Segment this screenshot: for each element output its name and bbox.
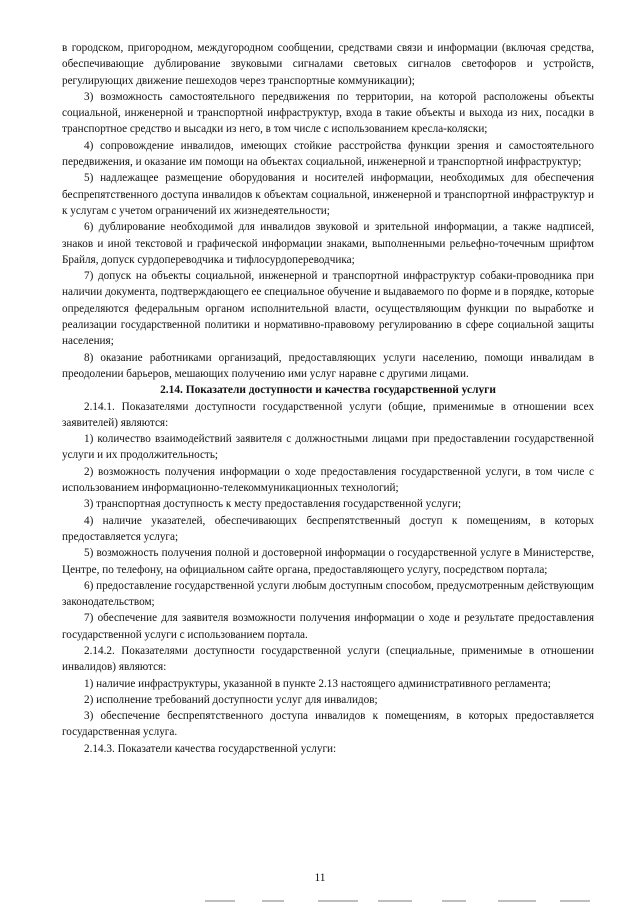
paragraph-special-3: 3) обеспечение беспрепятственного доступа инвалидов к помещениям, в которых предоставляется государственная услуга. bbox=[62, 710, 594, 739]
paragraph-item-8: 8) оказание работниками организаций, предоставляющих услуги населению, помощи инвалидам в преодолении барьеров, мешающих получению ими услуг наравне с другими лицами. bbox=[62, 351, 594, 380]
paragraph-item-3: 3) возможность самостоятельного передвижения по территории, на которой расположены объекты социальной, инженерной и транспортной инфраструктур, входа в такие объекты и выхода из них, посадки в транспортное средство и высадки из него, в том числе с использованием кресла-коляски; bbox=[62, 90, 594, 136]
paragraph-general-5: 5) возможность получения полной и достоверной информации о государственной услуге в Министерстве, Центре, по телефону, на официальном сайте органа, предоставляющего услугу, посредством портала; bbox=[62, 547, 594, 576]
paragraph-item-6: 6) дублирование необходимой для инвалидов звуковой и зрительной информации, а также надписей, знаков и иной текстовой и графической информации знаками, выполненными рельефно-точечным шрифтом Брайля, допуск сурдопереводчика и тифлосурдопереводчика; bbox=[62, 221, 594, 266]
paragraph-continuation: в городском, пригородном, междугородном сообщении, средствами связи и информации (включая средства, обеспечивающие дублирование звуковыми сигналами световых сигналов светофоров и устройств, регулирующих движение пешеходов через транспортные коммуникации); bbox=[62, 42, 594, 87]
paragraph-2-14-3: 2.14.3. Показатели качества государственной услуги: bbox=[84, 742, 337, 755]
paragraph-special-1: 1) наличие инфраструктуры, указанной в пункте 2.13 настоящего административного регламента; bbox=[84, 677, 551, 690]
scan-artifact bbox=[0, 898, 640, 905]
paragraph-general-3: 3) транспортная доступность к месту предоставления государственной услуги; bbox=[84, 498, 462, 511]
paragraph-general-7: 7) обеспечение для заявителя возможности получения информации о ходе и результате предоставления государственной услуги с использованием портала. bbox=[62, 612, 594, 641]
section-heading: 2.14. Показатели доступности и качества государственной услуги bbox=[160, 384, 496, 397]
paragraph-item-7: 7) допуск на объекты социальной, инженерной и транспортной инфраструктур собаки-проводника при наличии документа, подтверждающего ее специальное обучение и выдаваемого по форме и в порядке, которые определяются федеральным органом исполнительной власти, осуществляющим функции по выработке и реализации государственной политики и нормативно-правовому регулированию в сфере социальной защиты населения; bbox=[62, 270, 594, 348]
paragraph-special-2: 2) исполнение требований доступности услуг для инвалидов; bbox=[84, 693, 378, 706]
document-page bbox=[62, 40, 594, 757]
paragraph-2-14-1: 2.14.1. Показателями доступности государственной услуги (общие, применимые в отношении всех заявителей) являются: bbox=[62, 400, 594, 429]
paragraph-general-6: 6) предоставление государственной услуги любым доступным способом, предусмотренным действующим законодательством; bbox=[62, 579, 594, 609]
paragraph-item-4: 4) сопровождение инвалидов, имеющих стойкие расстройства функции зрения и самостоятельного передвижения, и оказание им помощи на объектах социальной, инженерной и транспортной инфраструктур; bbox=[62, 139, 594, 169]
paragraph-general-4: 4) наличие указателей, обеспечивающих беспрепятственный доступ к помещениям, в которых предоставляется услуга; bbox=[62, 514, 594, 543]
page-number: 11 bbox=[314, 872, 326, 884]
paragraph-general-2: 2) возможность получения информации о ходе предоставления государственной услуги, в том числе с использованием информационно-телекоммуникационных технологий; bbox=[62, 465, 594, 495]
paragraph-item-5: 5) надлежащее размещение оборудования и носителей информации, необходимых для обеспечения беспрепятственного доступа инвалидов к объектам социальной, инженерной и транспортной инфраструктур и к услугам с учетом ограничений их жизнедеятельности; bbox=[62, 172, 594, 217]
paragraph-general-1: 1) количество взаимодействий заявителя с должностными лицами при предоставлении государственной услуги и их продолжительность; bbox=[62, 433, 594, 462]
paragraph-2-14-2: 2.14.2. Показателями доступности государственной услуги (специальные, применимые в отношении инвалидов) являются: bbox=[62, 644, 594, 674]
